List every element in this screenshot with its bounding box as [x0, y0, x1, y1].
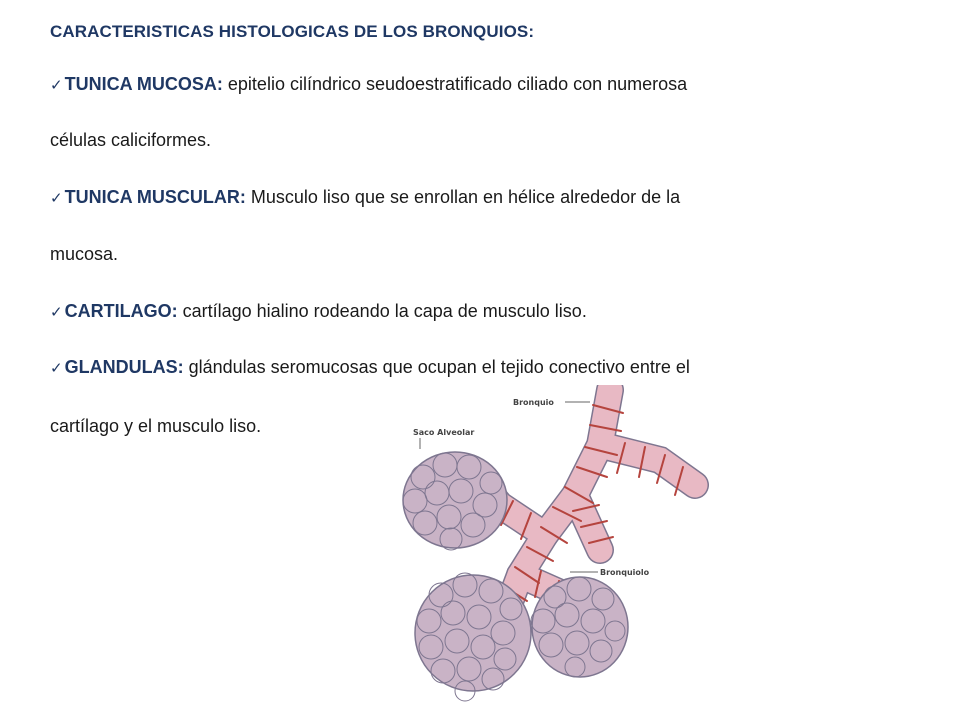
item-label: TUNICA MUSCULAR:	[64, 187, 246, 207]
item-mucosa	[50, 74, 687, 95]
item-label: CARTILAGO:	[64, 301, 178, 321]
item-mucosa-cont: células caliciformes.	[50, 130, 212, 150]
page-title: CARACTERISTICAS HISTOLOGICAS DE LOS BRONQUIOS:	[50, 22, 535, 41]
label-saco-alveolar: Saco Alveolar	[413, 428, 475, 437]
item-label: GLANDULAS:	[64, 357, 184, 377]
item-text: cartílago hialino rodeando la capa de musculo liso.	[177, 301, 587, 321]
item-muscular-cont: mucosa.	[50, 244, 119, 264]
item-glandulas	[50, 357, 690, 378]
item-muscular	[50, 187, 680, 208]
item-glandulas-cont: cartílago y el musculo liso.	[50, 416, 262, 436]
alveolar-sac-lower-right	[531, 577, 628, 677]
alveolar-sac-lower-left	[415, 573, 531, 701]
item-cartilago	[50, 301, 587, 322]
checkmark-icon: ✓	[50, 190, 63, 207]
checkmark-icon: ✓	[50, 360, 63, 377]
bronchial-tree-diagram	[395, 385, 715, 720]
checkmark-icon: ✓	[50, 77, 63, 94]
label-bronquio: Bronquio	[513, 398, 554, 407]
item-text: epitelio cilíndrico seudoestratificado ciliado con numerosa	[222, 74, 688, 94]
item-text: Musculo liso que se enrollan en hélice alrededor de la	[245, 187, 681, 207]
checkmark-icon: ✓	[50, 304, 63, 321]
item-label: TUNICA MUCOSA:	[64, 74, 223, 94]
label-bronquiolo: Bronquiolo	[600, 568, 650, 577]
item-text: glándulas seromucosas que ocupan el tejido conectivo entre el	[183, 357, 690, 377]
alveolar-sac-upper	[403, 452, 507, 550]
